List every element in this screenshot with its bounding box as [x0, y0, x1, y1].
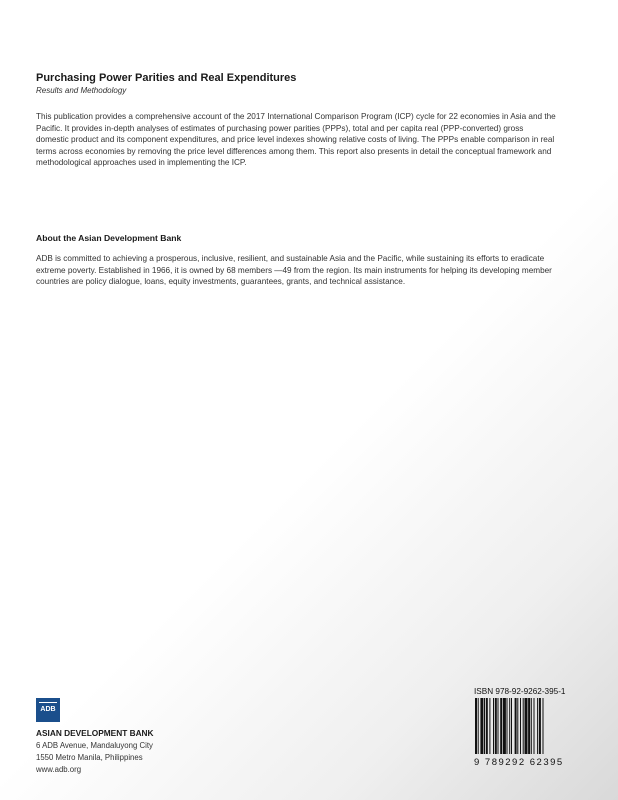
- adb-logo: [36, 698, 60, 722]
- about-paragraph: ADB is committed to achieving a prosperous, inclusive, resilient, and sustainable Asia and the Pacific, while sustaining its efforts to eradicate extreme poverty. Established in 1966, it is owned by 68 members —49 from the region. Its main instruments for helping its developing member countries are policy dialogue, loans, equity investments, guarantees, grants, and technical assistance.: [36, 254, 552, 286]
- barcode-digits: 9 789292 62395: [474, 757, 564, 768]
- barcode-icon: [474, 698, 564, 754]
- logo-text: ADB: [40, 706, 56, 713]
- book-subtitle: Results and Methodology: [36, 86, 127, 95]
- logo-line-icon: [39, 702, 57, 703]
- book-title: Purchasing Power Parities and Real Expenditures: [36, 72, 297, 84]
- intro-paragraph: This publication provides a comprehensive account of the 2017 International Comparison Program (ICP) cycle for 22 economies in Asia and the Pacific. It provides in-depth analyses of estimates of purchasing power parities (PPPs), total and per capita real (PPP-converted) gross domestic product and its component expenditures, and price level indexes showing relative costs of living. The PPPs enable comparison in real terms across economies by removing the price level differences among them. This report also presents in detail the conceptual framework and methodological approaches used in implementing the ICP.: [36, 112, 556, 167]
- website-link[interactable]: www.adb.org: [36, 765, 82, 774]
- bank-name: ASIAN DEVELOPMENT BANK: [36, 728, 154, 738]
- about-heading: About the Asian Development Bank: [36, 233, 182, 243]
- isbn-label: ISBN 978-92-9262-395-1: [474, 687, 566, 696]
- address-line-1: 6 ADB Avenue, Mandaluyong City: [36, 741, 153, 750]
- address-line-2: 1550 Metro Manila, Philippines: [36, 753, 143, 762]
